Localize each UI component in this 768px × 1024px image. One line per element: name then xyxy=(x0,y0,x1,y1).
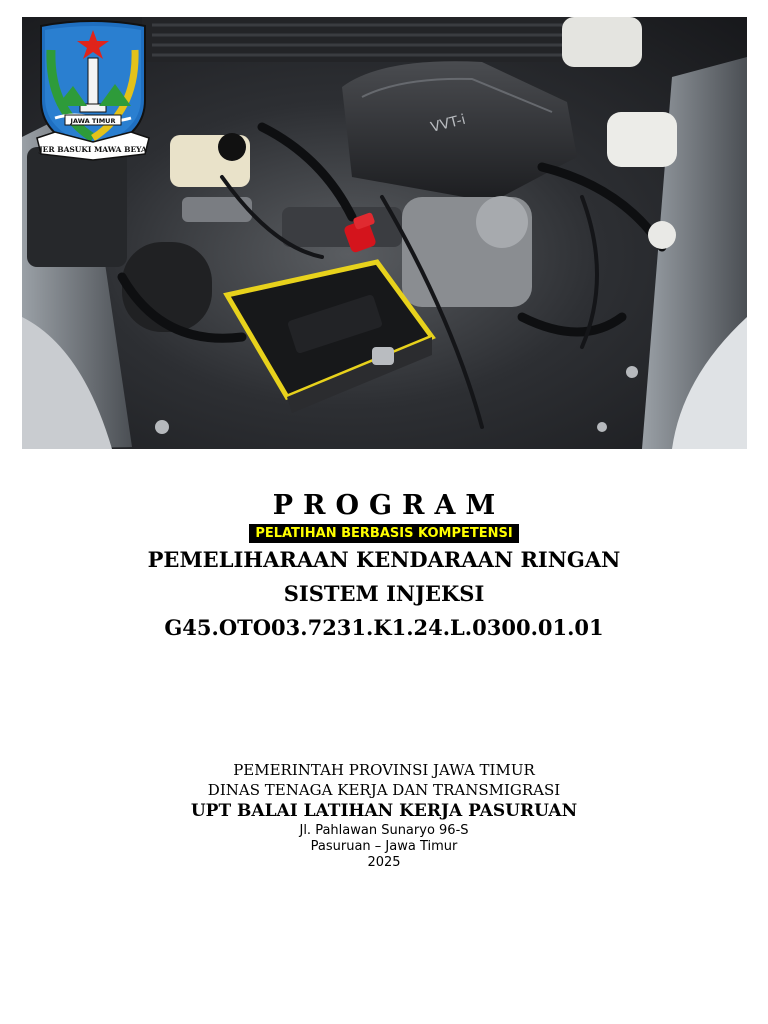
emblem-banner-text: JAWA TIMUR xyxy=(70,117,116,125)
address-line: Jl. Pahlawan Sunaryo 96-S xyxy=(299,823,469,838)
training-type-badge: PELATIHAN BERBASIS KOMPETENSI xyxy=(249,524,518,543)
program-code: G45.OTO03.7231.K1.24.L.0300.01.01 xyxy=(164,615,604,640)
government-name: PEMERINTAH PROVINSI JAWA TIMUR xyxy=(233,761,535,779)
program-heading: PROGRAM xyxy=(272,490,506,521)
title-block xyxy=(0,488,768,645)
institution-name: UPT BALAI LATIHAN KERJA PASURUAN xyxy=(190,801,578,821)
emblem-ribbon-text: JER BASUKI MAWA BEYA xyxy=(39,145,147,154)
program-subject: SISTEM INJEKSI xyxy=(283,581,485,606)
city-line: Pasuruan – Jawa Timur xyxy=(310,839,458,854)
program-name: PEMELIHARAAN KENDARAAN RINGAN xyxy=(147,547,621,572)
publisher-block xyxy=(0,760,768,871)
department-name: DINAS TENAGA KERJA DAN TRANSMIGRASI xyxy=(207,781,561,799)
east-java-emblem xyxy=(35,20,151,162)
year-line: 2025 xyxy=(367,855,401,870)
engine-cover-label: VVT-i xyxy=(429,111,468,136)
